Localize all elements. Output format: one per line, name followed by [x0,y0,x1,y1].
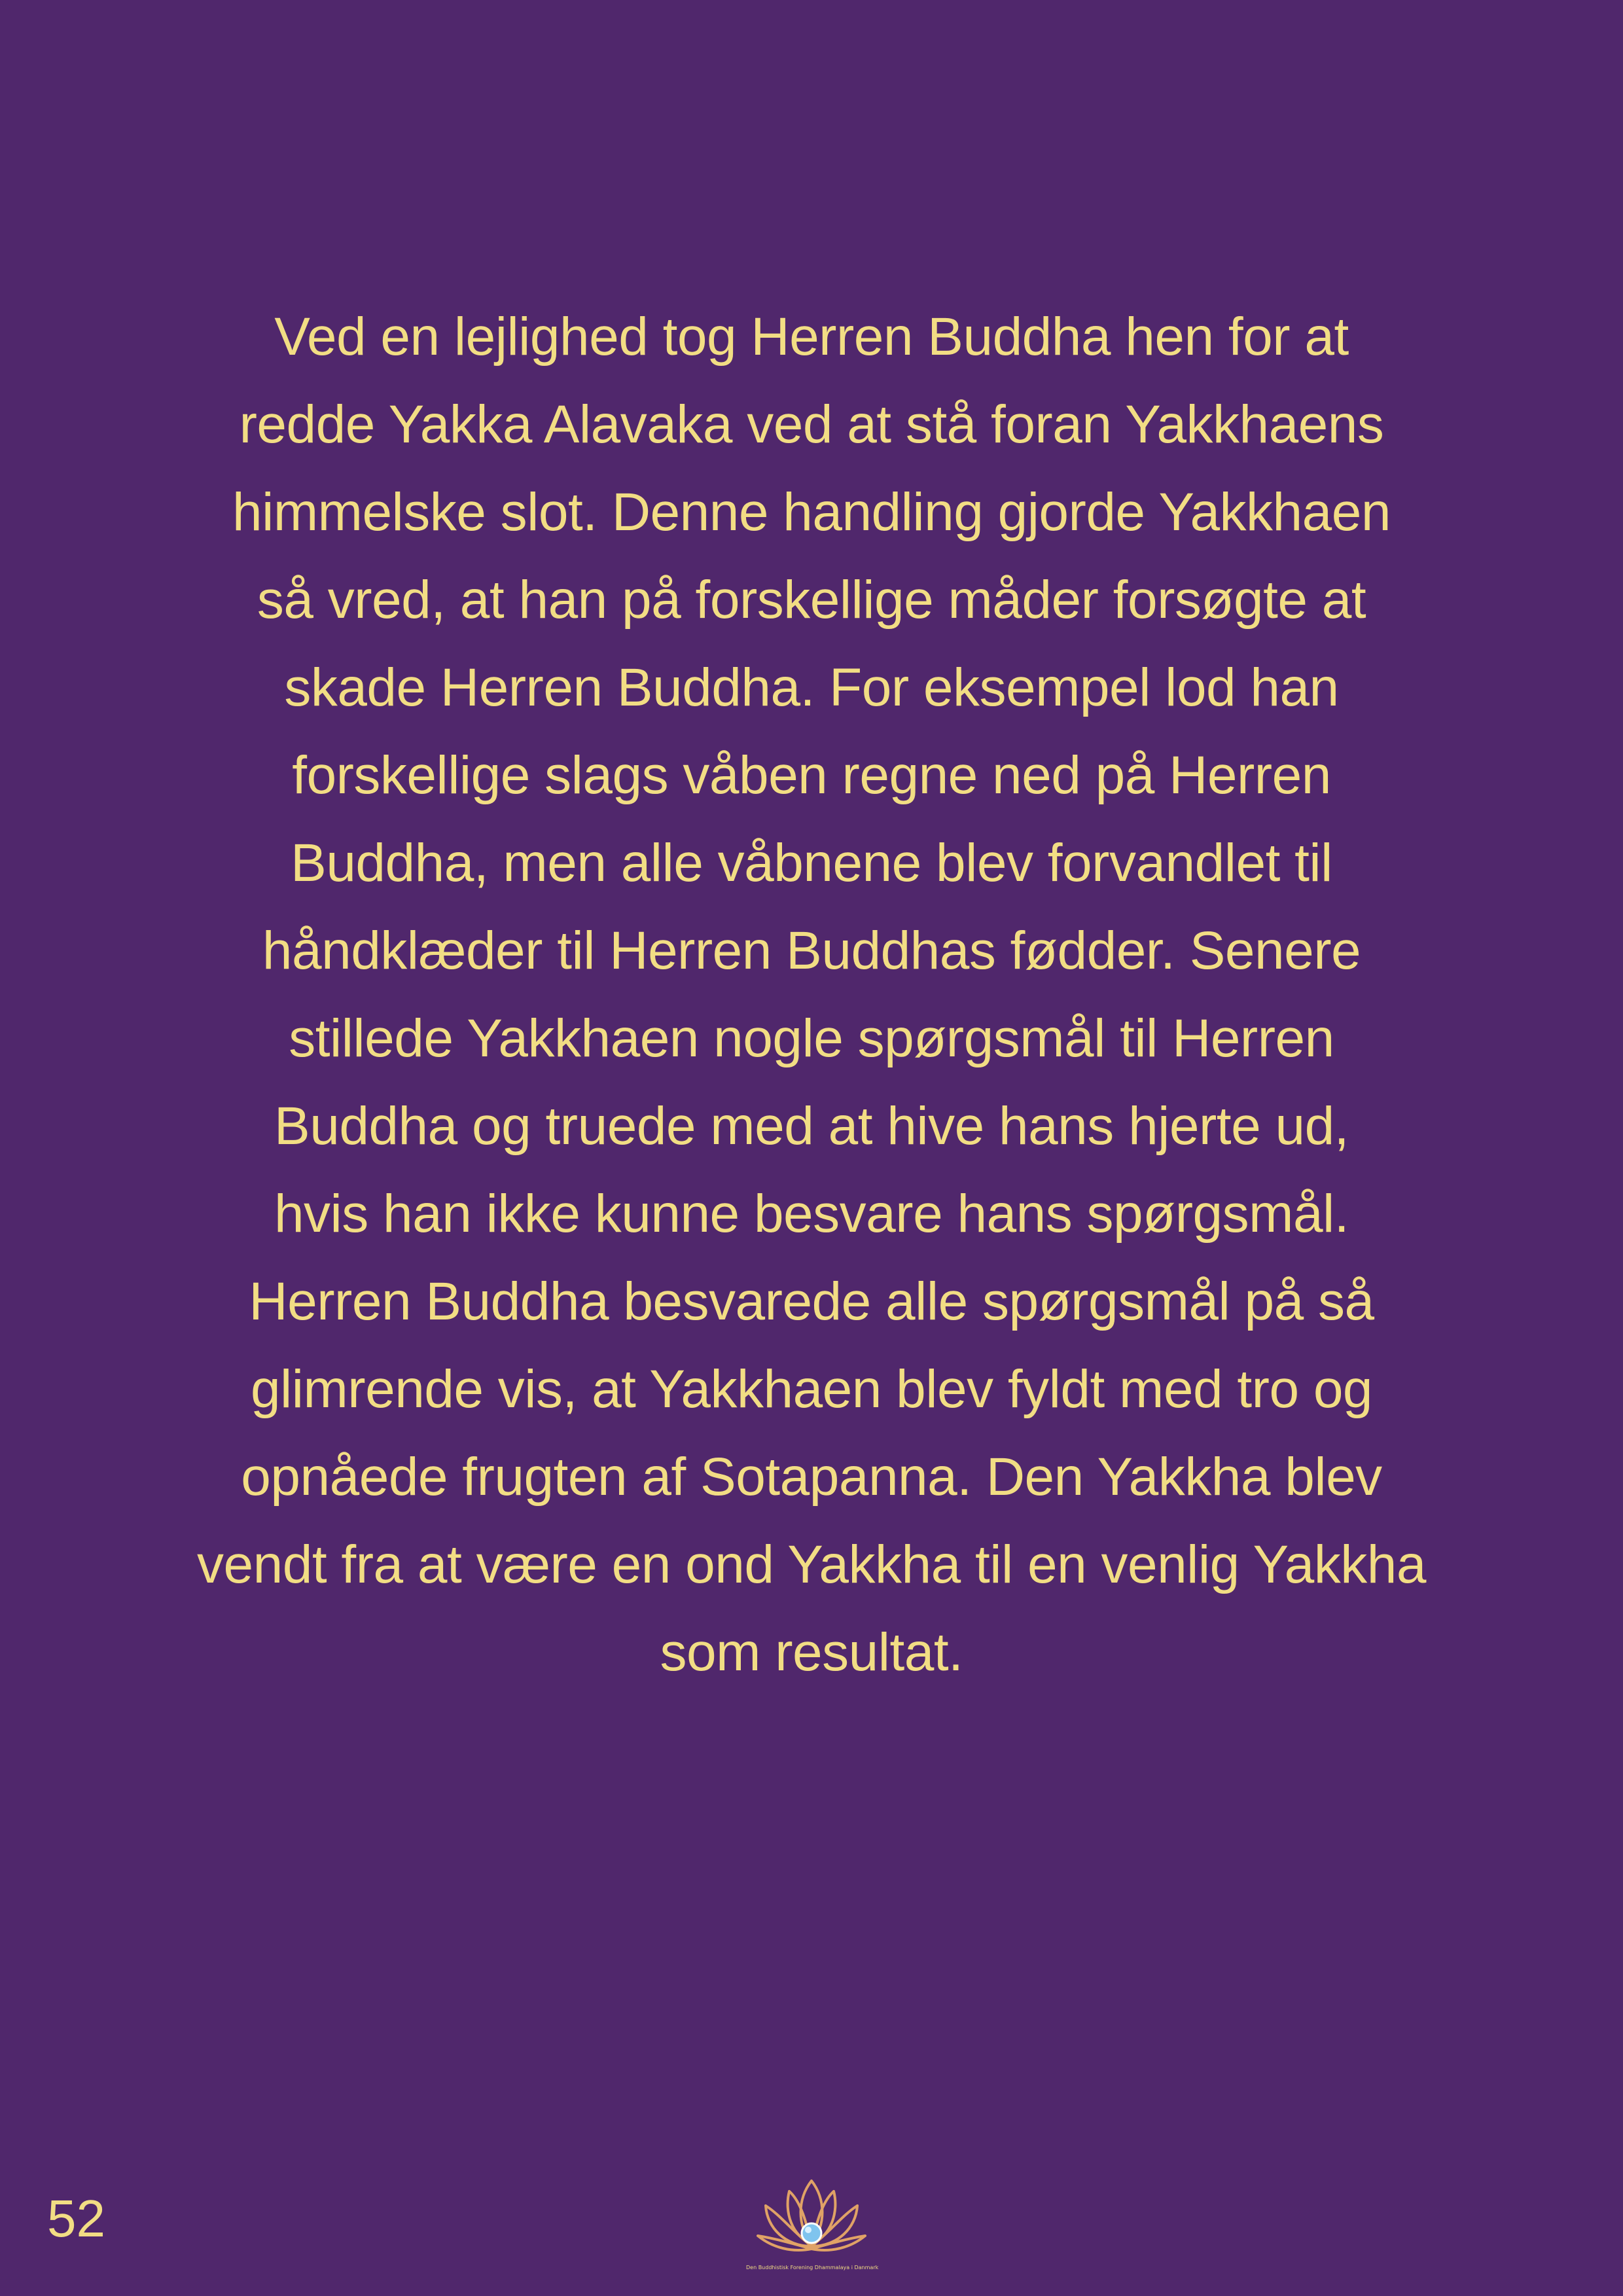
text-line: som resultat. [660,1623,963,1682]
text-line: skade Herren Buddha. For eksempel lod han [284,658,1339,717]
text-line: forskellige slags våben regne ned på Herren [292,745,1331,805]
text-line: Ved en lejlighed tog Herren Buddha hen for at [274,307,1349,367]
logo-caption: Den Buddhistisk Forening Dhammalaya i Danmark [746,2265,879,2270]
text-line: himmelske slot. Denne handling gjorde Yakkhaen [232,482,1391,542]
text-line: stillede Yakkhaen nogle spørgsmål til Herren [289,1009,1334,1068]
text-line: opnåede frugten af Sotapanna. Den Yakkha blev [241,1447,1382,1507]
text-line: håndklæder til Herren Buddhas fødder. Senere [262,921,1361,980]
text-line: så vred, at han på forskellige måder forsøgte at [257,570,1366,630]
text-line: Herren Buddha besvarede alle spørgsmål på så [249,1272,1374,1331]
logo [746,2173,877,2278]
lotus-logo-icon [746,2173,877,2265]
page-number: 52 [47,2189,105,2248]
text-line: Buddha og truede med at hive hans hjerte ud, [274,1096,1349,1156]
text-line: redde Yakka Alavaka ved at stå foran Yakkhaens [239,395,1384,454]
text-line: glimrende vis, at Yakkhaen blev fyldt med tro og [250,1359,1373,1419]
body-text [131,293,1492,1696]
text-line: vendt fra at være en ond Yakkha til en venlig Yakkha [197,1535,1426,1594]
text-line: Buddha, men alle våbnene blev forvandlet til [291,833,1332,893]
text-line: hvis han ikke kunne besvare hans spørgsmål. [274,1184,1349,1244]
